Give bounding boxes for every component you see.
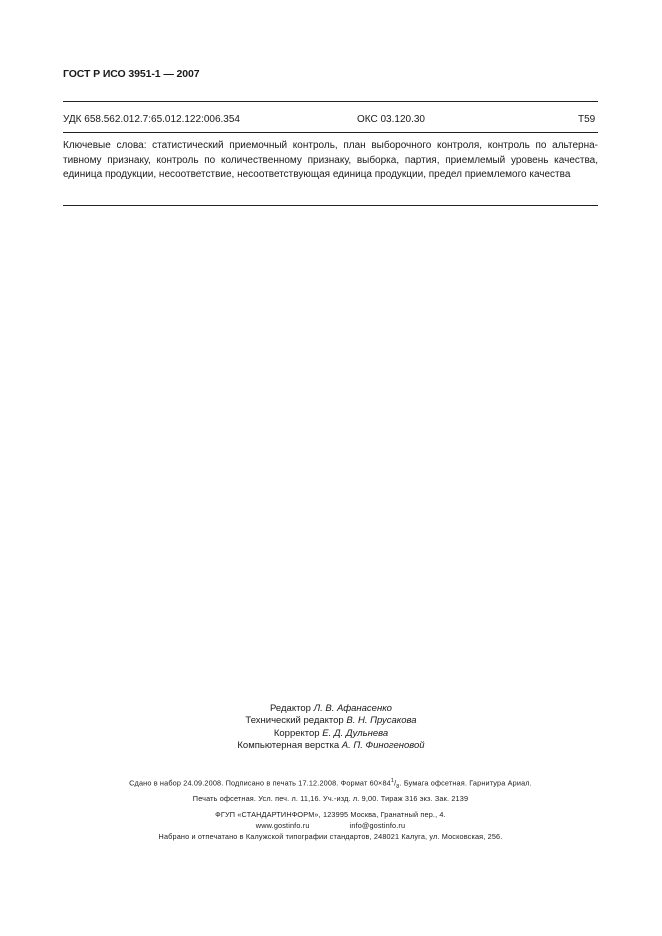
corrector-name: Е. Д. Дульнева	[322, 727, 389, 739]
format-fraction-numerator: 1	[390, 778, 395, 784]
imprint-line-1-end: . Бумага офсетная. Гарнитура Ариал.	[399, 778, 532, 788]
publisher-address: ФГУП «СТАНДАРТИНФОРМ», 123995 Москва, Гранатный пер., 4.	[215, 810, 446, 819]
editor-role: Редактор	[270, 703, 311, 714]
standard-title: ГОСТ Р ИСО 3951-1 — 2007	[63, 68, 200, 80]
imprint-block	[63, 776, 598, 804]
keywords-divider	[63, 205, 598, 206]
imprint-line-1-start: Сдано в набор 24.09.2008. Подписано в печать 17.12.2008. Формат 60×84	[129, 778, 391, 788]
tech-editor-line	[150, 715, 512, 727]
top-divider	[63, 101, 598, 102]
publisher-email[interactable]: info@gostinfo.ru	[349, 821, 406, 830]
corrector-role: Корректор	[273, 727, 320, 739]
classification-code: Т59	[578, 114, 596, 125]
corrector-line	[150, 728, 512, 740]
classification-divider	[63, 132, 598, 133]
udk-code: УДК 658.562.012.7:65.012.122:006.354	[63, 114, 240, 125]
imprint-line-2: Печать офсетная. Усл. печ. л. 11,16. Уч.-изд. л. 9,00. Тираж 316 экз. Зак. 2139	[192, 793, 469, 803]
credits-block	[150, 703, 512, 753]
printing-house: Набрано и отпечатано в Калужской типографии стандартов, 248021 Калуга, ул. Московская, 256.	[158, 832, 503, 841]
publisher-website[interactable]: www.gostinfo.ru	[255, 821, 310, 830]
publisher-block	[63, 809, 598, 842]
keywords-paragraph: Ключевые слова: статистический приемочный контроль, план выборочного контроля, контроль по альтернативному признаку, контроль по количественному признаку, выборка, партия, приемлемый уровень качества, единица продукции, несоответствие, несоответствующая единица продукции, предел приемлемого качества	[63, 140, 598, 181]
tech-editor-name: В. Н. Прусакова	[346, 715, 417, 727]
oks-code: ОКС 03.120.30	[357, 114, 425, 125]
tech-editor-role: Технический редактор	[245, 715, 344, 727]
publisher-contacts	[63, 820, 598, 831]
editor-line	[150, 703, 512, 715]
editor-name: Л. В. Афанасенко	[313, 703, 392, 714]
layout-line	[150, 740, 512, 752]
layout-name: А. П. Финогеновой	[341, 740, 425, 752]
imprint-line-1: Сдано в набор 24.09.2008. Подписано в печать 17.12.2008. Формат $60\times 84^1/_8$. Бумага офсетная. Гарнитура Ариал.	[129, 778, 532, 790]
layout-role: Компьютерная верстка	[237, 740, 340, 752]
format-fraction-denominator: 8	[396, 783, 400, 790]
